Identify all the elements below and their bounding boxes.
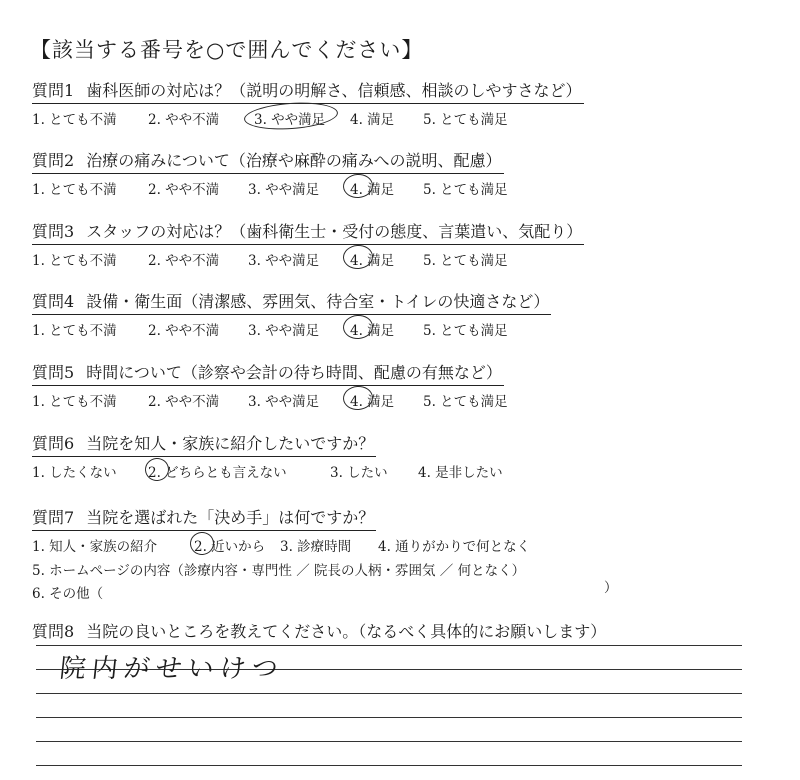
option-1[interactable]: 1. とても不満 [32, 323, 117, 339]
option-2[interactable]: 2. やや不満 [148, 182, 220, 198]
question-number: 質問4 [32, 292, 75, 311]
question-4 [32, 291, 672, 341]
option-4[interactable]: 4. 通りがかりで何となく [378, 539, 531, 555]
question-number: 質問1 [32, 81, 75, 100]
question-5-options [32, 386, 672, 412]
question-text: 治療の痛みについて（治療や麻酔の痛みへの説明、配慮） [86, 151, 502, 170]
option-1[interactable]: 1. 知人・家族の紹介 [32, 539, 158, 555]
option-1[interactable]: 1. したくない [32, 465, 117, 481]
question-1 [32, 80, 672, 130]
question-2-options [32, 174, 672, 200]
option-1[interactable]: 1. とても不満 [32, 253, 117, 269]
option-4[interactable]: 4. 満足 [350, 394, 395, 410]
question-7-heading [32, 507, 376, 531]
answer-line [36, 717, 742, 718]
question-6-options [32, 457, 672, 483]
option-5[interactable]: 5. とても満足 [423, 394, 508, 410]
answer-line [36, 645, 742, 646]
question-4-heading [32, 291, 551, 315]
question-6 [32, 433, 672, 483]
question-text: スタッフの対応は？（歯科衛生士・受付の態度、言葉遣い、気配り） [86, 222, 583, 241]
option-2[interactable]: 2. どちらとも言えない [148, 465, 287, 481]
question-text: 歯科医師の対応は？（説明の明解さ、信頼感、相談のしやすさなど） [86, 81, 582, 100]
option-4[interactable]: 4. 是非したい [418, 465, 503, 481]
question-7-options [32, 531, 672, 557]
answer-line [36, 741, 742, 742]
option-1[interactable]: 1. とても不満 [32, 182, 117, 198]
option-2[interactable]: 2. やや不満 [148, 323, 220, 339]
option-5[interactable]: 5. とても満足 [423, 323, 508, 339]
option-2[interactable]: 2. やや不満 [148, 394, 220, 410]
option-5[interactable]: 5. とても満足 [423, 182, 508, 198]
option-5[interactable]: 5. とても満足 [423, 253, 508, 269]
question-5 [32, 362, 672, 412]
question-8-heading [32, 621, 608, 644]
option-1[interactable]: 1. とても不満 [32, 112, 117, 128]
question-1-options [32, 104, 672, 130]
option-3[interactable]: 3. したい [330, 465, 388, 481]
option-4[interactable]: 4. 満足 [350, 323, 395, 339]
option-1[interactable]: 1. とても不満 [32, 394, 117, 410]
option-3[interactable]: 3. やや満足 [248, 323, 320, 339]
option-4[interactable]: 4. 満足 [350, 112, 395, 128]
option-3[interactable]: 3. やや満足 [248, 253, 320, 269]
option-2[interactable]: 2. 近いから [194, 539, 266, 555]
option-4[interactable]: 4. 満足 [350, 182, 395, 198]
question-6-heading [32, 433, 376, 457]
question-number: 質問3 [32, 222, 75, 241]
option-3[interactable]: 3. やや満足 [254, 112, 326, 128]
question-number: 質問6 [32, 434, 75, 453]
question-number: 質問7 [32, 508, 75, 527]
question-5-heading [32, 362, 504, 386]
option-2[interactable]: 2. やや不満 [148, 253, 220, 269]
answer-line [36, 765, 742, 766]
question-number: 質問5 [32, 363, 75, 382]
question-7 [32, 507, 672, 557]
question-number: 質問8 [32, 622, 75, 641]
question-text: 当院を選ばれた「決め手」は何ですか？ [86, 508, 375, 527]
question-8 [32, 621, 752, 644]
question-7-option-6-close: ） [604, 580, 618, 596]
question-3-options [32, 245, 672, 271]
answer-line [36, 693, 742, 694]
question-7-option-5[interactable]: 5. ホームページの内容（診療内容・専門性 ／ 院長の人柄・雰囲気 ／ 何となく） [32, 563, 526, 579]
question-7-option-6[interactable]: 6. その他（ [32, 586, 104, 602]
question-text: 当院を知人・家族に紹介したいですか？ [86, 434, 375, 453]
question-text: 当院の良いところを教えてください。（なるべく具体的にお願いします） [86, 622, 607, 641]
option-3[interactable]: 3. やや満足 [248, 394, 320, 410]
question-2-heading [32, 150, 504, 174]
page-title: 【該当する番号を○で囲んでください】 [30, 38, 424, 62]
option-5[interactable]: 5. とても満足 [423, 112, 508, 128]
option-3[interactable]: 3. 診療時間 [280, 539, 352, 555]
question-4-options [32, 315, 672, 341]
handwritten-answer[interactable]: 院内がせいけつ [58, 654, 286, 684]
question-3-heading [32, 221, 584, 245]
question-text: 設備・衛生面（清潔感、雰囲気、待合室・トイレの快適さなど） [86, 292, 550, 311]
option-3[interactable]: 3. やや満足 [248, 182, 320, 198]
question-2 [32, 150, 672, 200]
question-3 [32, 221, 672, 271]
option-2[interactable]: 2. やや不満 [148, 112, 220, 128]
question-text: 時間について（診察や会計の待ち時間、配慮の有無など） [86, 363, 502, 382]
question-number: 質問2 [32, 151, 75, 170]
question-1-heading [32, 80, 584, 104]
option-4[interactable]: 4. 満足 [350, 253, 395, 269]
